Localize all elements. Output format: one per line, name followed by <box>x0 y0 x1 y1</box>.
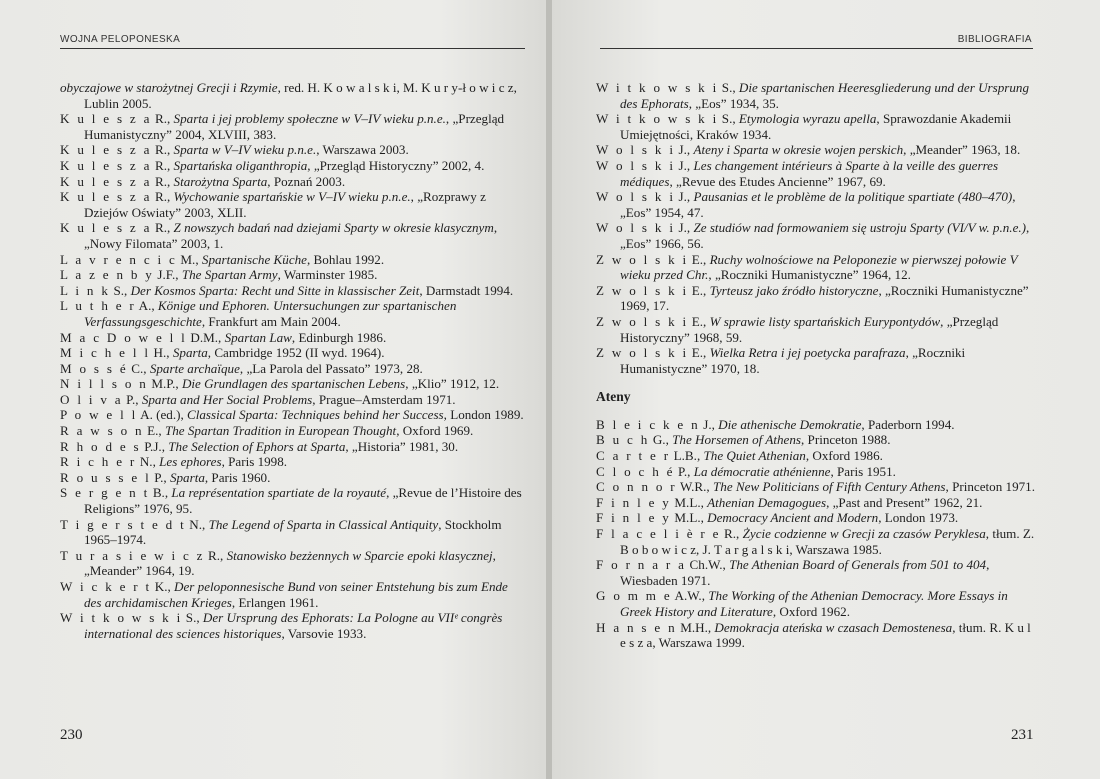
entry-publication: , „Klio” 1912, 12. <box>405 376 500 392</box>
running-header-left: WOJNA PELOPONESKA <box>60 34 181 45</box>
entry-author: F i n l e y <box>596 494 672 510</box>
bibliography-entry <box>596 479 1036 495</box>
bibliography-entry <box>60 267 526 283</box>
entry-initials: P., <box>122 391 142 407</box>
bibliography-entry <box>596 510 1036 526</box>
entry-initials: M.L., <box>671 510 708 526</box>
entry-title: Ateny i Sparta w okresie wojen perskich <box>693 142 904 158</box>
entry-author: K u l e s z a <box>60 157 152 173</box>
bibliography-entry <box>596 158 1036 189</box>
bibliography-entry <box>60 517 526 548</box>
entry-publication: , Paderborn 1994. <box>861 416 955 432</box>
bibliography-list-right <box>596 80 1036 651</box>
entry-title: Sparta <box>169 469 205 485</box>
entry-title: The Quiet Athenian <box>703 448 806 464</box>
entry-initials: A., <box>136 298 158 314</box>
entry-initials: J.F., <box>154 267 182 283</box>
bibliography-entry <box>596 588 1036 619</box>
entry-author: N i l l s o n <box>60 376 149 392</box>
entry-publication: , „Meander” 1963, 18. <box>903 142 1021 158</box>
entry-title: Sparta <box>172 345 208 361</box>
entry-title: Classical Sparta: Techniques behind her Success <box>187 407 444 423</box>
entry-title: Sparta i jej problemy społeczne w V–IV wieku p.n.e. <box>173 111 446 127</box>
bibliography-entry <box>596 345 1036 376</box>
entry-title: Athenian Demagogues <box>707 494 827 510</box>
entry-initials: M., <box>177 251 202 267</box>
bibliography-entry <box>60 439 526 455</box>
bibliography-entry <box>60 220 526 251</box>
entry-author: K u l e s z a <box>60 173 152 189</box>
entry-publication: , „Przegląd Humanistyczny” 2004, XLVIII, 383. <box>84 111 505 142</box>
entry-author: R i c h e r <box>60 454 137 470</box>
entry-initials: E., <box>688 345 710 361</box>
entry-author: B u c h <box>596 432 650 448</box>
entry-publication: , Paris 1960. <box>204 469 271 485</box>
bibliography-list-ateny <box>596 417 1036 651</box>
entry-author: K u l e s z a <box>60 142 152 158</box>
entry-author: W o l s k i <box>596 220 676 236</box>
bibliography-entry <box>60 392 526 408</box>
entry-initials: M.H., <box>676 619 715 635</box>
entry-title: Wielka Retra i jej poetycka parafraza <box>709 345 906 361</box>
entry-author: Z w o l s k i <box>596 345 689 361</box>
entry-publication: , „Meander” 1964, 19. <box>84 547 496 579</box>
bibliography-entry <box>596 432 1036 448</box>
entry-publication: , „Historia” 1981, 30. <box>345 438 459 454</box>
entry-publication: , „Roczniki Humanistyczne” 1969, 17. <box>620 282 1029 314</box>
entry-initials: S., <box>110 282 131 298</box>
entry-publication: , Edinburgh 1986. <box>291 329 387 345</box>
bibliography-entry <box>596 220 1036 251</box>
entry-title: Die athenische Demokratie <box>718 416 862 432</box>
entry-author: L i n k <box>60 282 111 298</box>
entry-initials: K., <box>151 579 175 594</box>
entry-author: K u l e s z a <box>60 189 152 205</box>
entry-author: F o r n a r a <box>596 557 687 573</box>
entry-publication: , Wiesbaden 1971. <box>620 557 990 588</box>
entry-initials: S., <box>718 80 739 95</box>
entry-author: K u l e s z a <box>60 220 152 236</box>
bibliography-entry <box>596 80 1036 111</box>
bibliography-entry <box>596 283 1036 314</box>
entry-publication: , „La Parola del Passato” 1973, 28. <box>239 360 423 376</box>
entry-publication: , „Eos” 1934, 35. <box>688 95 779 111</box>
entry-publication: , Cambridge 1952 (II wyd. 1964). <box>207 345 385 361</box>
entry-initials: G., <box>649 432 673 448</box>
entry-initials: R., <box>151 189 174 205</box>
entry-initials: W.R., <box>676 479 713 495</box>
bibliography-entry <box>60 142 526 158</box>
bibliography-entry <box>60 548 526 579</box>
entry-title: Tyrteusz jako źródło historyczne <box>709 282 879 298</box>
bibliography-entry <box>60 361 526 377</box>
entry-title: Les ephores <box>159 454 222 470</box>
bibliography-entry <box>596 189 1036 220</box>
entry-title: Pausanias et le problème de la politique spartiate (480–470) <box>693 189 1013 205</box>
entry-publication: , London 1973. <box>878 510 959 526</box>
entry-title: Stanowisko bezżennych w Sparcie epoki klasycznej <box>226 547 493 563</box>
entry-publication: , Princeton 1971. <box>945 479 1035 495</box>
header-rule-right <box>600 48 1033 49</box>
entry-author: S e r g e n t <box>60 485 150 501</box>
entry-title: La démocratie athénienne <box>693 463 831 479</box>
entry-title: Wychowanie spartańskie w V–IV wieku p.n.e. <box>173 189 411 205</box>
entry-publication: , Paris 1998. <box>221 454 288 470</box>
entry-initials: D.M., <box>187 329 225 345</box>
entry-author: G o m m e <box>596 588 672 604</box>
bibliography-entry <box>60 174 526 190</box>
entry-author: M i c h e l l <box>60 345 151 361</box>
bibliography-entry <box>596 314 1036 345</box>
entry-publication: , „Past and Present” 1962, 21. <box>826 494 983 510</box>
entry-author: W i c k e r t <box>60 579 152 594</box>
entry-author: Z w o l s k i <box>596 313 689 329</box>
entry-publication: , tłum. R. K u l e s z a, Warszawa 1999. <box>620 619 1031 651</box>
entry-initials: R., <box>720 526 743 542</box>
entry-author: Z w o l s k i <box>596 282 689 298</box>
entry-publication: , tłum. Z. B o b o w i c z, J. T a r g a l s k i, Warszawa 1985. <box>620 526 1035 557</box>
entry-initials: R., <box>151 111 174 127</box>
entry-publication: , „Rozprawy z Dziejów Oświaty” 2003, XLII. <box>84 189 486 220</box>
entry-title: The Athenian Board of Generals from 501 to 404 <box>729 557 987 573</box>
bibliography-entry <box>60 283 526 299</box>
entry-publication: , Oxford 1969. <box>396 423 474 439</box>
entry-title: Der Kosmos Sparta: Recht und Sitte in klassischer Zeit <box>130 282 420 298</box>
entry-initials: L.B., <box>670 448 704 464</box>
entry-title: Spartan Law <box>224 329 292 345</box>
entry-title: Les changement intérieurs à Sparte à la veille des guerres médiques <box>620 157 999 189</box>
bibliography-entry <box>60 298 526 329</box>
entry-initials: R., <box>151 220 174 236</box>
entry-author: M a c D o w e l l <box>60 329 188 345</box>
entry-author: F i n l e y <box>596 510 672 526</box>
entry-title: Der peloponnesische Bund von seiner Entstehung bis zum Ende des archidamischen Krieges <box>84 579 508 610</box>
entry-title: W sprawie listy spartańskich Eurypontydów <box>709 313 941 329</box>
entry-title: La représentation spartiate de la royauté <box>171 485 387 501</box>
entry-initials: R., <box>151 157 174 173</box>
bibliography-entry <box>596 448 1036 464</box>
entry-publication: , Oxford 1986. <box>805 448 883 464</box>
entry-initials: S., <box>182 610 203 626</box>
entry-publication: , „Eos” 1966, 56. <box>620 220 1030 251</box>
entry-author: L a z e n b y <box>60 267 155 283</box>
entry-author: F l a c e l i è r e <box>596 526 721 542</box>
entry-title: The Working of the Athenian Democracy. More Essays in Greek History and Literature <box>620 588 1008 619</box>
entry-author: L u t h e r <box>60 298 137 314</box>
entry-publication: , Frankfurt am Main 2004. <box>201 313 341 329</box>
entry-initials: M.P., <box>148 376 182 392</box>
entry-title: Życie codzienne w Grecji za czasów Peryklesa <box>742 526 986 542</box>
entry-title: Democracy Ancient and Modern <box>707 510 879 526</box>
entry-title: Die spartanischen Heeresgliederung und der Ursprung des Ephorats <box>620 80 1029 111</box>
entry-publication: , Princeton 1988. <box>801 432 891 448</box>
entry-publication: , Warszawa 2003. <box>316 142 409 158</box>
entry-author: T i g e r s t e d t <box>60 516 187 532</box>
bibliography-entry <box>60 158 526 174</box>
entry-initials: J., <box>675 142 694 158</box>
entry-publication: , Erlangen 1961. <box>231 594 319 610</box>
entry-title: The Selection of Ephors at Sparta <box>168 438 346 454</box>
entry-initials: A.W., <box>671 588 709 604</box>
entry-initials: J., <box>675 157 694 173</box>
entry-publication: , Poznań 2003. <box>267 173 346 189</box>
entry-publication: , „Nowy Filomata” 2003, 1. <box>84 220 498 251</box>
entry-publication: , Oxford 1962. <box>772 604 850 619</box>
entry-title: Etymologia wyrazu apella <box>738 111 877 127</box>
section-title-ateny: Ateny <box>596 389 631 405</box>
bibliography-entry <box>60 345 526 361</box>
entry-author: W o l s k i <box>596 142 676 158</box>
entry-title: The Spartan Army <box>181 267 278 283</box>
entry-publication: , „Przegląd Historyczny” 1968, 59. <box>620 313 999 345</box>
entry-title: The Legend of Sparta in Classical Antiquity <box>208 516 439 532</box>
entry-author: W o l s k i <box>596 189 676 205</box>
entry-title: Sparte archaïque <box>149 360 240 376</box>
entry-title: Spartanische Küche <box>201 251 307 267</box>
entry-publication: , Darmstadt 1994. <box>419 282 514 298</box>
bibliography-list-left <box>60 80 526 641</box>
entry-author: C o n n o r <box>596 479 677 495</box>
entry-initials: N., <box>136 454 160 470</box>
entry-title: Demokracja ateńska w czasach Demostenesa <box>714 619 953 635</box>
bibliography-entry <box>60 454 526 470</box>
entry-author: M o s s é <box>60 360 128 376</box>
bibliography-entry <box>60 407 526 423</box>
bibliography-entry <box>60 252 526 268</box>
entry-initials: J., <box>699 416 719 432</box>
bibliography-entry <box>60 470 526 486</box>
entry-author: K u l e s z a <box>60 111 152 127</box>
entry-author: R a w s o n <box>60 423 144 439</box>
entry-title: Spartańska oliganthropia <box>173 157 308 173</box>
entry-author: Z w o l s k i <box>596 251 689 267</box>
entry-initials: P.J., <box>140 438 169 454</box>
entry-publication: , „Eos” 1954, 47. <box>620 189 1016 220</box>
entry-title: Starożytna Sparta <box>173 173 268 189</box>
entry-initials: M.L., <box>671 494 708 510</box>
entry-author: H a n s e n <box>596 619 677 635</box>
right-page <box>552 0 1100 779</box>
entry-initials: R., <box>151 173 174 189</box>
entry-initials: P., <box>151 469 170 485</box>
entry-title: Ruchy wolnościowe na Peloponezie w pierwszej połowie V wieku przed Chr. <box>620 251 1018 283</box>
entry-author: C a r t e r <box>596 448 671 464</box>
left-page <box>0 0 548 779</box>
bibliography-entry <box>60 423 526 439</box>
entry-initials: C., <box>128 360 150 376</box>
entry-author: W o l s k i <box>596 157 676 173</box>
entry-title: The New Politicians of Fifth Century Athens <box>712 479 946 495</box>
entry-title: Der Ursprung des Ephorats: La Pologne au VIIᵉ congrès international des sciences historiques <box>84 610 503 641</box>
entry-publication: , Paris 1951. <box>830 463 896 479</box>
entry-initials: H., <box>150 345 173 361</box>
entry-publication: , Varsovie 1933. <box>281 625 367 641</box>
entry-title: Die Grundlagen des spartanischen Lebens <box>181 376 406 392</box>
entry-publication: , Stockholm 1965–1974. <box>84 516 502 548</box>
bibliography-entry <box>596 111 1036 142</box>
header-rule-left <box>60 48 525 49</box>
entry-publication: , red. H. K o w a l s k i, M. K u r y-ł o w i c z, Lublin 2005. <box>84 80 517 111</box>
entry-author: R h o d e s <box>60 438 141 454</box>
entry-initials: R., <box>151 142 174 158</box>
entry-initials: N., <box>186 516 209 532</box>
bibliography-entry <box>60 111 526 142</box>
entry-initials: E., <box>688 282 710 298</box>
entry-title: Ze studiów nad formowaniem się ustroju Sparty (VI/V w. p.n.e.) <box>693 220 1027 236</box>
entry-publication: , London 1989. <box>443 407 524 423</box>
entry-initials: J., <box>675 220 694 236</box>
entry-initials: E., <box>688 251 710 267</box>
entry-author: L a v r e n c i c <box>60 251 178 267</box>
bibliography-entry <box>60 189 526 220</box>
entry-initials: P., <box>674 463 694 479</box>
entry-title: Sparta w V–IV wieku p.n.e. <box>173 142 317 158</box>
entry-publication: , „Revue des Etudes Ancienne” 1967, 69. <box>669 173 886 189</box>
entry-publication: , Bohlau 1992. <box>307 251 385 267</box>
entry-title: The Spartan Tradition in European Thought <box>164 423 397 439</box>
entry-initials: E., <box>143 423 165 439</box>
entry-author: C l o c h é <box>596 463 675 479</box>
bibliography-entry <box>60 579 526 610</box>
bibliography-entry <box>60 610 526 641</box>
entry-title: obyczajowe w starożytnej Grecji i Rzymie <box>60 80 278 95</box>
entry-author: R o u s s e l <box>60 469 152 485</box>
bibliography-entry <box>596 417 1036 433</box>
entry-publication: , Sprawozdanie Akademii Umiejętności, Kraków 1934. <box>620 111 1012 142</box>
entry-initials: Ch.W., <box>686 557 730 573</box>
bibliography-entry <box>596 142 1036 158</box>
entry-title: Sparta and Her Social Problems <box>141 391 313 407</box>
entry-title: Z nowszych badań nad dziejami Sparty w okresie klasycznym <box>173 220 494 236</box>
bibliography-entry <box>60 376 526 392</box>
bibliography-entry <box>596 464 1036 480</box>
entry-initials: A. (ed.), <box>137 407 188 423</box>
running-header-right: BIBLIOGRAFIA <box>957 34 1032 45</box>
entry-author: W i t k o w s k i <box>596 80 719 95</box>
bibliography-entry <box>596 526 1036 557</box>
entry-initials: R., <box>204 547 227 563</box>
entry-author: T u r a s i e w i c z <box>60 547 205 563</box>
entry-title: Könige und Ephoren. Untersuchungen zur spartanischen Verfassungsgeschichte <box>84 298 457 329</box>
entry-publication: , Prague–Amsterdam 1971. <box>312 391 456 407</box>
entry-publication: , Warminster 1985. <box>277 267 378 283</box>
entry-publication: , „Roczniki Humanistyczne” 1970, 18. <box>620 345 966 376</box>
entry-initials: B., <box>149 485 172 501</box>
bibliography-entry <box>596 495 1036 511</box>
entry-publication: , „Revue de l’Histoire des Religions” 1976, 95. <box>84 485 522 517</box>
entry-title: The Horsemen of Athens <box>672 432 801 448</box>
bibliography-entry <box>60 80 526 111</box>
entry-initials: J., <box>675 189 694 205</box>
bibliography-entry <box>596 620 1036 651</box>
entry-author: W i t k o w s k i <box>60 610 183 626</box>
entry-publication: , „Roczniki Humanistyczne” 1964, 12. <box>708 267 911 283</box>
entry-initials: S., <box>718 111 739 127</box>
entry-initials: E., <box>688 313 710 329</box>
bibliography-entry <box>596 252 1036 283</box>
page-number-right: 231 <box>1011 727 1034 743</box>
entry-author: B l e i c k e n <box>596 416 700 432</box>
entry-author: W i t k o w s k i <box>596 111 719 127</box>
entry-author: O l i v a <box>60 391 123 407</box>
bibliography-entry <box>60 485 526 516</box>
bibliography-entry <box>596 557 1036 588</box>
entry-author: P o w e l l <box>60 407 138 423</box>
bibliography-list-sparta-cont <box>596 80 1036 376</box>
bibliography-entry <box>60 330 526 346</box>
entry-publication: , „Przegląd Historyczny” 2002, 4. <box>307 157 485 173</box>
page-number-left: 230 <box>60 727 83 743</box>
